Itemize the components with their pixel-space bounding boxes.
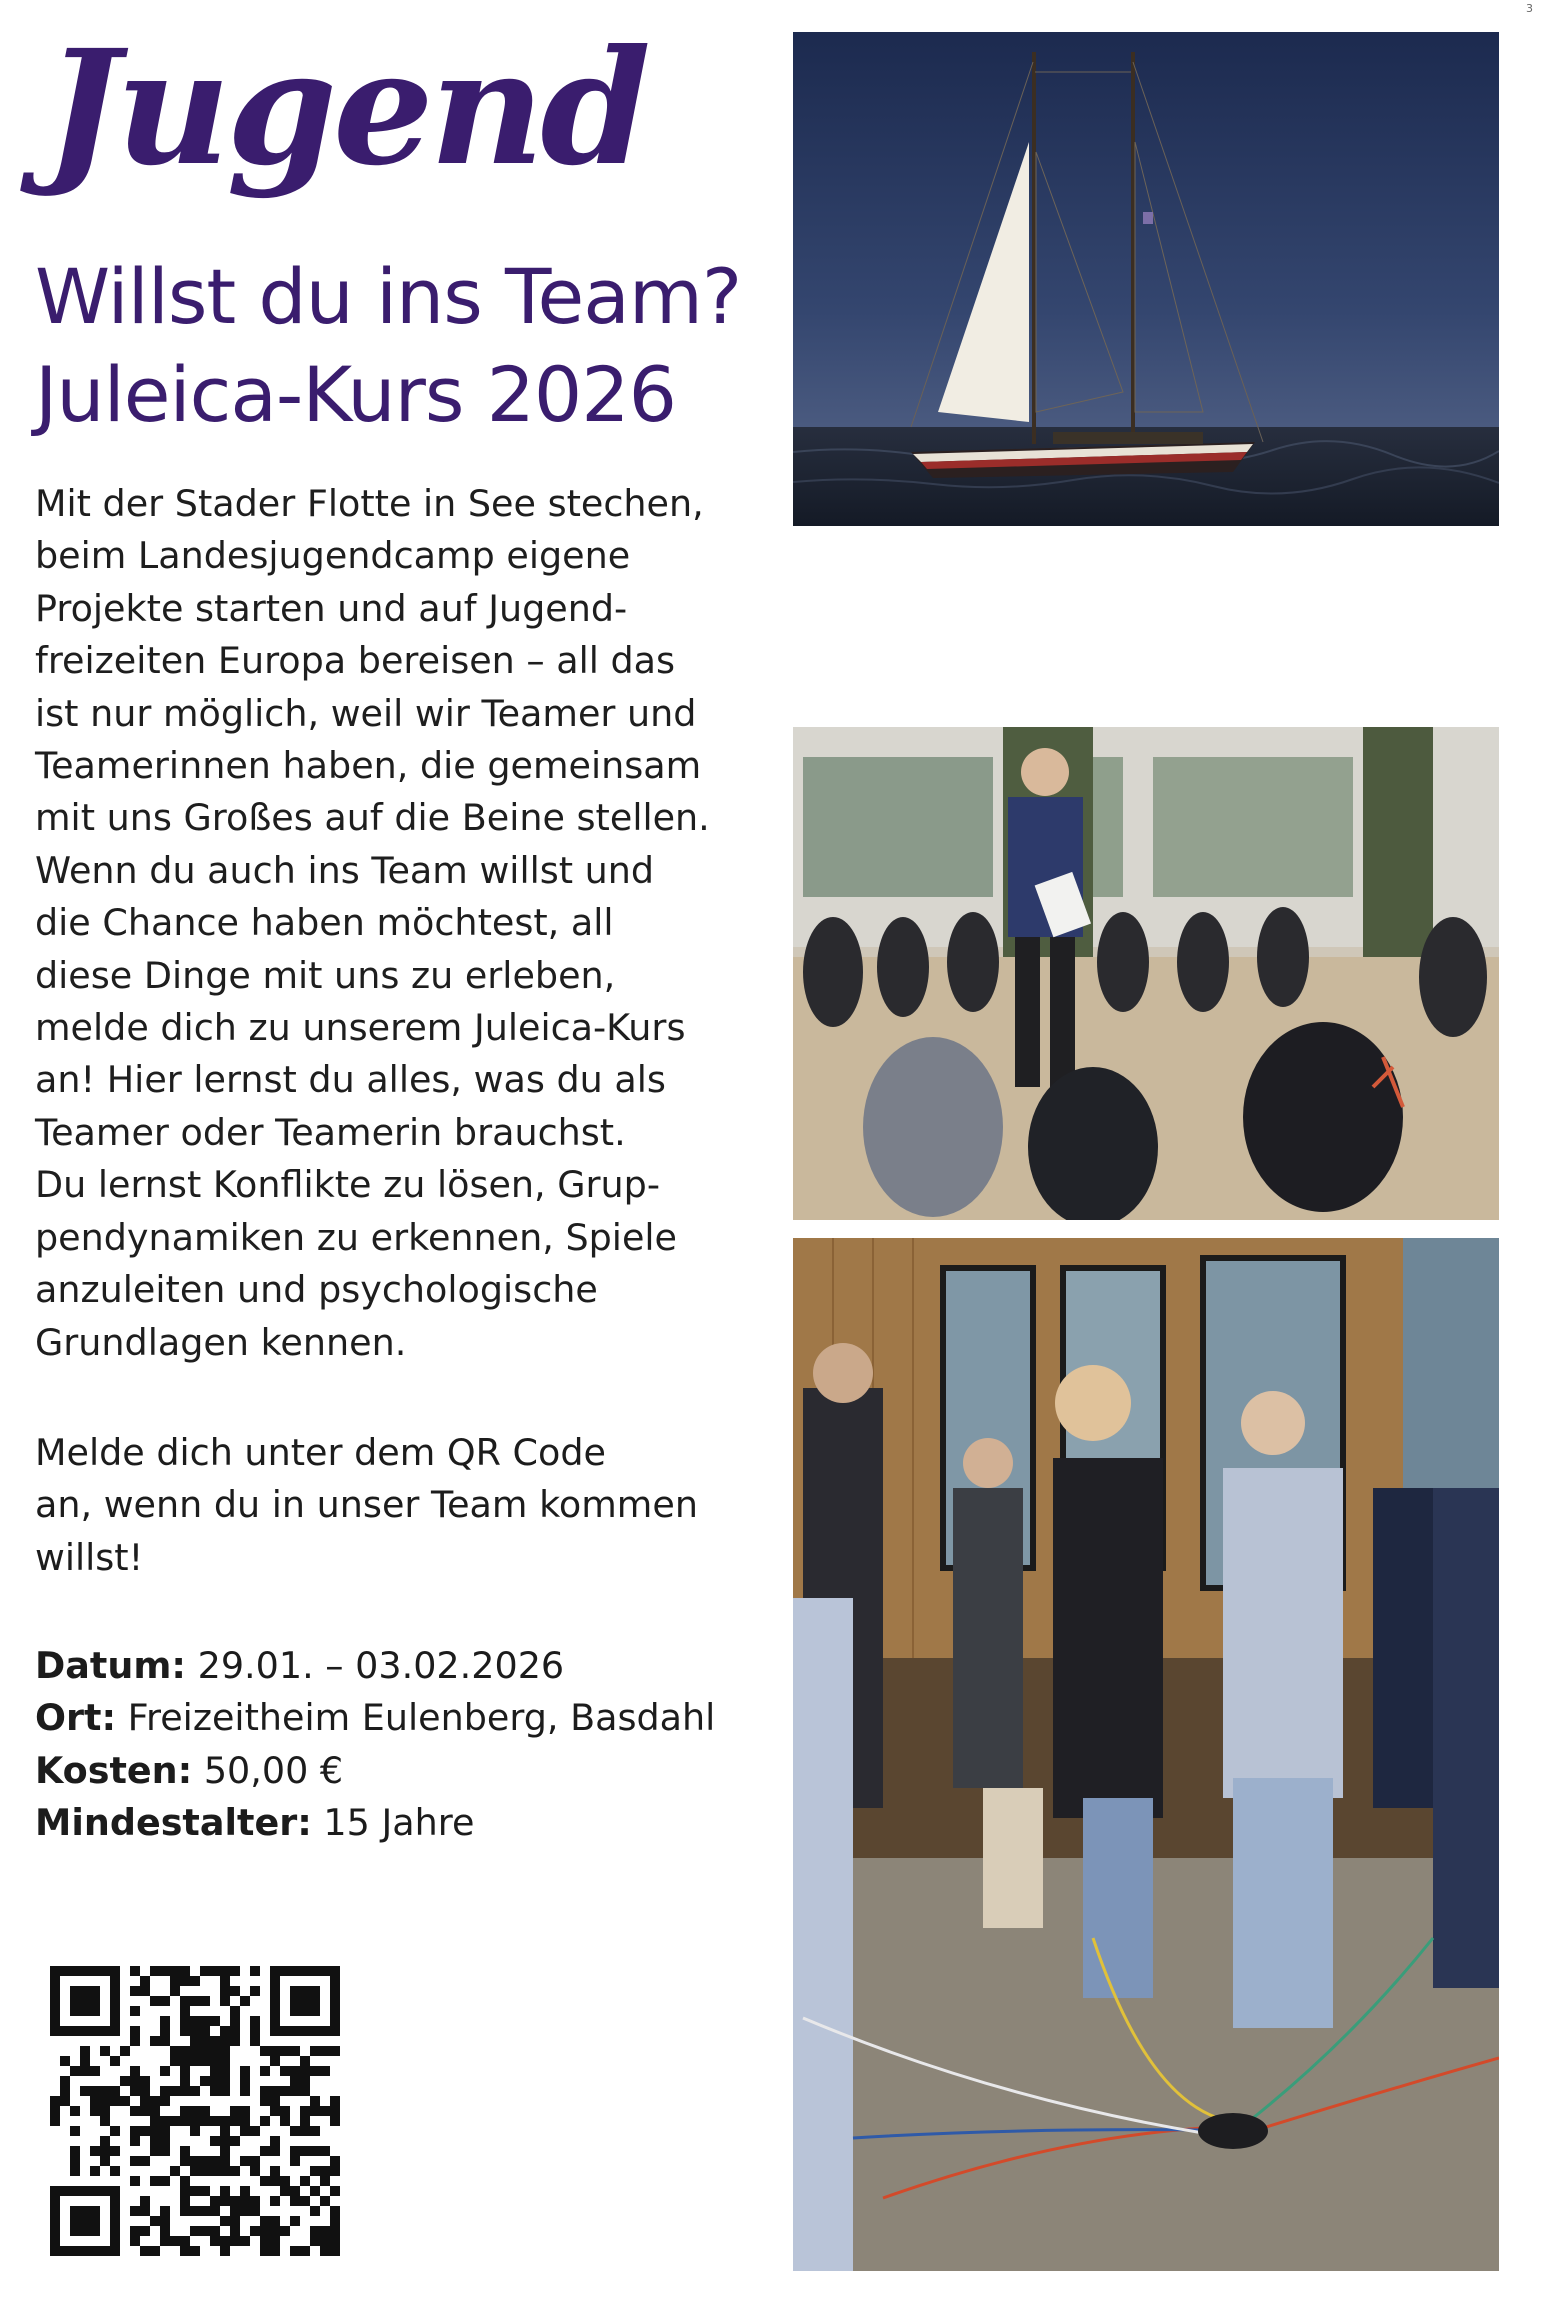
fact-value: 29.01. – 03.02.2026 xyxy=(186,1644,565,1687)
body-line: Wenn du auch ins Team willst und xyxy=(35,848,655,892)
fact-value: 15 Jahre xyxy=(311,1801,475,1845)
fact-date xyxy=(35,1640,715,1692)
body-line: Grundlagen kennen. xyxy=(35,1320,407,1364)
body-line: pendynamiken zu erkennen, Spiele xyxy=(35,1215,677,1259)
signup-qr-code[interactable] xyxy=(50,1966,340,2256)
body-line: Teamer oder Teamerin brauchst. xyxy=(35,1110,626,1154)
script-title: Jugend xyxy=(45,16,647,201)
fact-key: Mindestalter: xyxy=(35,1801,312,1845)
body-line: mit uns Großes auf die Beine stellen. xyxy=(35,796,710,840)
body-line: anzuleiten und psychologische xyxy=(35,1268,598,1312)
body-line: ist nur möglich, weil wir Teamer und xyxy=(35,691,697,735)
rope-activity-photo xyxy=(793,1238,1499,2271)
body-line: Du lernst Konflikte zu lösen, Grup- xyxy=(35,1163,661,1207)
signup-line: an, wenn du in unser Team kommen xyxy=(35,1483,698,1527)
body-line: die Chance haben möchtest, all xyxy=(35,901,614,945)
fact-key: Ort: xyxy=(35,1696,117,1740)
body-line: an! Hier lernst du alles, was du als xyxy=(35,1058,666,1102)
body-line: Mit der Stader Flotte in See stechen, xyxy=(35,482,704,525)
headline xyxy=(35,248,795,444)
fact-value: 50,00 € xyxy=(192,1748,344,1792)
body-line: Teamerinnen haben, die gemeinsam xyxy=(35,744,702,788)
body-line: freizeiten Europa bereisen – all das xyxy=(35,639,676,683)
body-line: Projekte starten und auf Jugend- xyxy=(35,586,628,630)
fact-min-age xyxy=(35,1797,715,1849)
signup-line: Melde dich unter dem QR Code xyxy=(35,1431,606,1474)
page-marker: 3 xyxy=(1526,2,1533,15)
fact-key: Datum: xyxy=(35,1644,186,1687)
body-line: melde dich zu unserem Juleica-Kurs xyxy=(35,1006,686,1050)
signup-paragraph xyxy=(35,1427,698,1584)
fact-value: Freizeitheim Eulenberg, Basdahl xyxy=(116,1696,716,1740)
headline-line-2: Juleica-Kurs 2026 xyxy=(35,350,676,439)
fact-location xyxy=(35,1692,715,1744)
body-paragraph xyxy=(35,478,775,1369)
sailing-ship-photo xyxy=(793,32,1499,526)
signup-line: willst! xyxy=(35,1535,144,1579)
workshop-room-photo xyxy=(793,727,1499,1220)
body-line: diese Dinge mit uns zu erleben, xyxy=(35,953,616,997)
fact-cost xyxy=(35,1745,715,1797)
event-facts xyxy=(35,1640,715,1850)
fact-key: Kosten: xyxy=(35,1748,193,1792)
body-line: beim Landesjugendcamp eigene xyxy=(35,534,631,578)
headline-line-1: Willst du ins Team? xyxy=(35,252,742,341)
